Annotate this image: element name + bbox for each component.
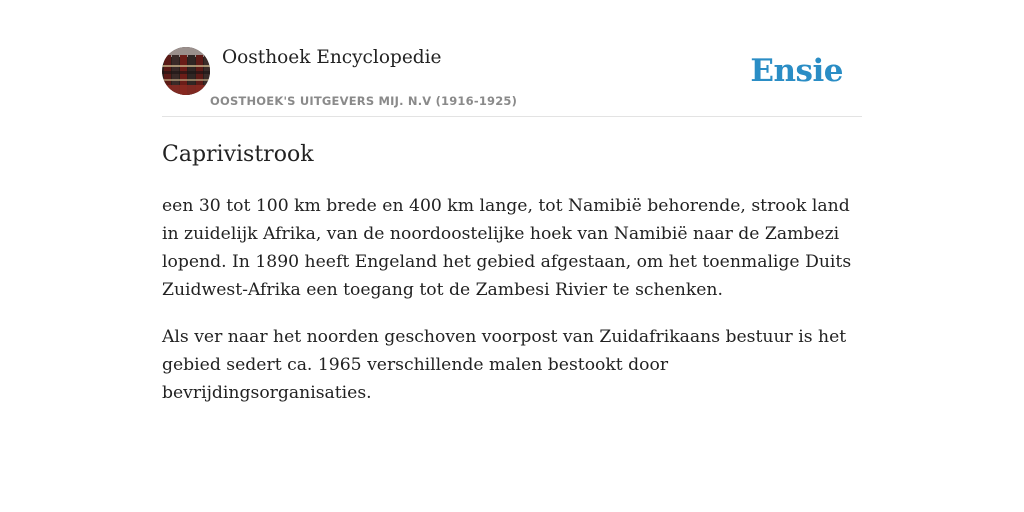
source-avatar[interactable] <box>162 47 210 95</box>
article-title: Caprivistrook <box>162 142 314 167</box>
source-header <box>162 46 862 117</box>
article-paragraph: een 30 tot 100 km brede en 400 km lange, tot Namibië behorende, strook land in zuidelijk Afrika, van de noordoostelijke hoek van Namibië naar de Zambezi lopend. In 1890 heeft Engeland het gebied afgestaan, om het toenmalige Duits Zuidwest-Afrika een toegang tot de Zambesi Rivier te schenken. <box>162 196 852 300</box>
ensie-logo-link[interactable]: Ensie <box>750 53 843 89</box>
book-spines-icon <box>162 47 210 95</box>
article-paragraph: Als ver naar het noorden geschoven voorpost van Zuidafrikaans bestuur is het gebied sedert ca. 1965 verschillende malen bestookt door bevrijdingsorganisaties. <box>162 327 847 403</box>
source-title[interactable]: Oosthoek Encyclopedie <box>222 47 442 68</box>
source-subtitle: OOSTHOEK'S UITGEVERS MIJ. N.V (1916-1925) <box>210 94 518 108</box>
article-body <box>162 192 867 426</box>
